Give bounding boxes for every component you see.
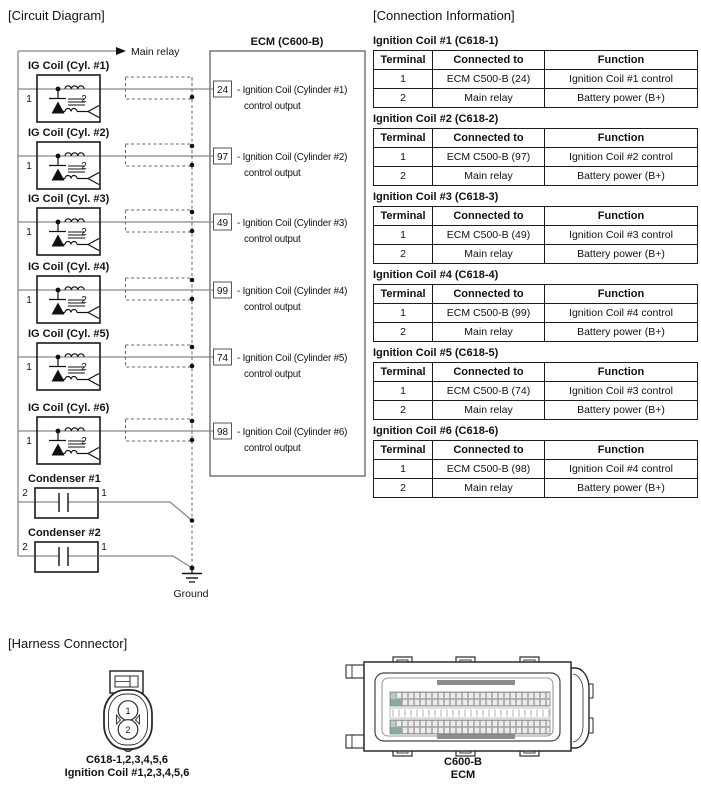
- terminal-2-label: 2: [81, 94, 87, 105]
- pin-grid-lower: [390, 720, 550, 734]
- terminal-2-label: 2: [22, 488, 28, 499]
- main-relay-label: Main relay: [131, 46, 180, 58]
- ecm-pin-desc-line1: - Ignition Coil (Cylinder #5): [237, 353, 348, 364]
- connection-table-block-5: [373, 347, 697, 420]
- col-header-function: Function: [545, 441, 698, 460]
- cell-terminal: 2: [374, 323, 433, 342]
- coil-row-6: [18, 402, 347, 464]
- cell-connected-to: ECM C500-B (24): [433, 70, 545, 89]
- connection-table: [373, 50, 698, 108]
- condenser-box: [18, 542, 98, 572]
- cell-function: Battery power (B+): [545, 245, 698, 264]
- junction-dot: [190, 518, 195, 523]
- connection-table-block-6: [373, 425, 697, 498]
- ground-symbol: [182, 566, 202, 582]
- cell-function: Ignition Coil #3 control: [545, 226, 698, 245]
- cell-connected-to: Main relay: [433, 323, 545, 342]
- connection-section-title: [Connection Information]: [373, 8, 515, 23]
- terminal-2-label: 2: [81, 227, 87, 238]
- ecm-pin-desc-line1: - Ignition Coil (Cylinder #4): [237, 286, 348, 297]
- ig-coil-box: [37, 208, 100, 255]
- c618-caption-line1: C618-1,2,3,4,5,6: [86, 754, 168, 766]
- cell-terminal: 1: [374, 304, 433, 323]
- terminal-1-label: 1: [101, 542, 107, 553]
- circuit-diagram: [0, 0, 370, 615]
- coil-row-5: [18, 328, 347, 390]
- ecm-pin-desc-line2: control output: [244, 101, 301, 112]
- condenser-ground-wire: [98, 556, 192, 568]
- ecm-pin-desc-line2: control output: [244, 168, 301, 179]
- cell-terminal: 1: [374, 148, 433, 167]
- cell-terminal: 1: [374, 70, 433, 89]
- circuit-section-title: [Circuit Diagram]: [8, 8, 105, 23]
- junction-dot: [190, 364, 195, 369]
- connection-table-block-3: [373, 191, 697, 264]
- connection-table-block-4: [373, 269, 697, 342]
- col-header-connected-to: Connected to: [433, 207, 545, 226]
- col-header-terminal: Terminal: [374, 285, 433, 304]
- junction-dot: [190, 297, 195, 302]
- lock-lever: [571, 668, 593, 748]
- terminal-1-label: 1: [26, 161, 32, 172]
- condenser-label: Condenser #2: [28, 527, 101, 539]
- ground-label: Ground: [173, 588, 209, 600]
- condenser-row-2: [18, 527, 192, 572]
- table-row: [374, 226, 698, 245]
- terminal-1-label: 1: [26, 362, 32, 373]
- ecm-pin-desc-line1: - Ignition Coil (Cylinder #3): [237, 218, 348, 229]
- col-header-function: Function: [545, 363, 698, 382]
- cell-connected-to: ECM C500-B (97): [433, 148, 545, 167]
- junction-dot: [190, 278, 195, 283]
- harness-section-title: [Harness Connector]: [8, 636, 128, 651]
- table-row: [374, 89, 698, 108]
- pin-grid-upper: [390, 692, 550, 706]
- connection-table: [373, 440, 698, 498]
- ecm-pin-number: 24: [216, 85, 229, 96]
- cell-terminal: 2: [374, 167, 433, 186]
- cell-connected-to: Main relay: [433, 89, 545, 108]
- cell-terminal: 2: [374, 245, 433, 264]
- cell-function: Ignition Coil #2 control: [545, 148, 698, 167]
- shield-box: [126, 210, 193, 232]
- table-title: Ignition Coil #5 (C618-5): [373, 347, 499, 359]
- c600-ecm-connector-drawing: [340, 650, 605, 762]
- terminal-1-label: 1: [26, 295, 32, 306]
- connection-table: [373, 128, 698, 186]
- col-header-terminal: Terminal: [374, 363, 433, 382]
- coil-label: IG Coil (Cyl. #1): [28, 60, 110, 72]
- table-row: [374, 70, 698, 89]
- ecm-pin-number: 49: [216, 218, 229, 229]
- condenser-box: [18, 488, 98, 518]
- pin-divider-row: [390, 708, 550, 718]
- terminal-1-label: 1: [26, 227, 32, 238]
- c600-caption-line2: ECM: [450, 769, 476, 781]
- col-header-connected-to: Connected to: [433, 129, 545, 148]
- cell-connected-to: ECM C500-B (49): [433, 226, 545, 245]
- terminal-2-label: 2: [81, 436, 87, 447]
- terminal-1-label: 1: [26, 436, 32, 447]
- table-row: [374, 148, 698, 167]
- condenser-label: Condenser #1: [28, 473, 101, 485]
- ig-coil-box: [37, 142, 100, 189]
- ecm-pin-desc-line2: control output: [244, 234, 301, 245]
- table-title: Ignition Coil #2 (C618-2): [373, 113, 499, 125]
- coil-row-2: [18, 127, 347, 189]
- col-header-connected-to: Connected to: [433, 285, 545, 304]
- col-header-terminal: Terminal: [374, 207, 433, 226]
- main-relay-arrow-icon: [116, 47, 126, 55]
- terminal-2-label: 2: [81, 161, 87, 172]
- coil-label: IG Coil (Cyl. #3): [28, 193, 110, 205]
- cell-function: Battery power (B+): [545, 323, 698, 342]
- cell-function: Battery power (B+): [545, 167, 698, 186]
- condenser-ground-wire: [98, 502, 192, 521]
- table-row: [374, 382, 698, 401]
- ecm-box: [210, 51, 365, 476]
- cell-connected-to: ECM C500-B (74): [433, 382, 545, 401]
- cell-terminal: 1: [374, 382, 433, 401]
- junction-dot: [190, 163, 195, 168]
- coil-label: IG Coil (Cyl. #4): [28, 261, 110, 273]
- seal-bar-bottom: [437, 734, 515, 739]
- coil-label: IG Coil (Cyl. #2): [28, 127, 110, 139]
- col-header-function: Function: [545, 207, 698, 226]
- cell-function: Battery power (B+): [545, 479, 698, 498]
- table-row: [374, 304, 698, 323]
- connection-table: [373, 284, 698, 342]
- table-row: [374, 479, 698, 498]
- terminal-1-label: 1: [26, 94, 32, 105]
- cell-terminal: 1: [374, 460, 433, 479]
- cell-connected-to: Main relay: [433, 401, 545, 420]
- shield-box: [126, 144, 193, 166]
- cell-function: Ignition Coil #1 control: [545, 70, 698, 89]
- shield-box: [126, 345, 193, 367]
- connection-table: [373, 362, 698, 420]
- c618-connector-drawing: [95, 663, 165, 755]
- cell-terminal: 2: [374, 479, 433, 498]
- coil-row-1: [18, 60, 347, 122]
- col-header-terminal: Terminal: [374, 441, 433, 460]
- ecm-pin-desc-line1: - Ignition Coil (Cylinder #1): [237, 85, 348, 96]
- c600-caption-line1: C600-B: [444, 756, 482, 768]
- pin-1-number: 1: [125, 706, 131, 716]
- ecm-pin-desc-line1: - Ignition Coil (Cylinder #2): [237, 152, 348, 163]
- junction-dot: [190, 210, 195, 215]
- cell-function: Battery power (B+): [545, 89, 698, 108]
- side-pins-left: [346, 665, 364, 748]
- ecm-pin-desc-line2: control output: [244, 443, 301, 454]
- col-header-connected-to: Connected to: [433, 441, 545, 460]
- col-header-connected-to: Connected to: [433, 363, 545, 382]
- ecm-pin-number: 97: [216, 152, 229, 163]
- pin-2-number: 2: [125, 725, 131, 735]
- table-row: [374, 460, 698, 479]
- ecm-pin-number: 99: [216, 286, 229, 297]
- junction-dot: [190, 95, 195, 100]
- terminal-2-label: 2: [81, 295, 87, 306]
- cell-connected-to: Main relay: [433, 479, 545, 498]
- cell-function: Ignition Coil #4 control: [545, 304, 698, 323]
- junction-dot: [190, 419, 195, 424]
- coil-label: IG Coil (Cyl. #6): [28, 402, 110, 414]
- ig-coil-box: [37, 75, 100, 122]
- table-title: Ignition Coil #4 (C618-4): [373, 269, 499, 281]
- coil-row-4: [18, 261, 347, 323]
- ig-coil-box: [37, 343, 100, 390]
- connection-table: [373, 206, 698, 264]
- table-row: [374, 245, 698, 264]
- cell-connected-to: ECM C500-B (98): [433, 460, 545, 479]
- ecm-pin-desc-line2: control output: [244, 369, 301, 380]
- cell-terminal: 1: [374, 226, 433, 245]
- cell-connected-to: Main relay: [433, 167, 545, 186]
- shield-box: [126, 419, 193, 441]
- seal-bar-top: [437, 680, 515, 685]
- table-title: Ignition Coil #1 (C618-1): [373, 35, 499, 47]
- col-header-connected-to: Connected to: [433, 51, 545, 70]
- connection-info-panel: [373, 8, 697, 498]
- condenser-row-1: [18, 473, 194, 523]
- terminal-2-label: 2: [22, 542, 28, 553]
- ig-coil-box: [37, 276, 100, 323]
- ecm-pin-desc-line1: - Ignition Coil (Cylinder #6): [237, 427, 348, 438]
- ecm-title: ECM (C600-B): [250, 36, 324, 48]
- cell-function: Ignition Coil #4 control: [545, 460, 698, 479]
- table-row: [374, 323, 698, 342]
- shield-box: [126, 278, 193, 300]
- cell-connected-to: ECM C500-B (99): [433, 304, 545, 323]
- connection-table-block-2: [373, 113, 697, 186]
- junction-dot: [190, 345, 195, 350]
- col-header-terminal: Terminal: [374, 129, 433, 148]
- connection-table-block-1: [373, 35, 697, 108]
- shield-box: [126, 77, 193, 99]
- col-header-function: Function: [545, 129, 698, 148]
- table-row: [374, 167, 698, 186]
- ecm-pin-number: 74: [216, 353, 229, 364]
- col-header-terminal: Terminal: [374, 51, 433, 70]
- junction-dot: [190, 229, 195, 234]
- ecm-pin-number: 98: [216, 427, 229, 438]
- c618-caption: [27, 754, 227, 780]
- cell-connected-to: Main relay: [433, 245, 545, 264]
- ig-coil-box: [37, 417, 100, 464]
- terminal-2-label: 2: [81, 362, 87, 373]
- c618-caption-line2: Ignition Coil #1,2,3,4,5,6: [64, 767, 190, 779]
- coil-row-3: [18, 193, 347, 255]
- table-title: Ignition Coil #3 (C618-3): [373, 191, 499, 203]
- cell-function: Ignition Coil #3 control: [545, 382, 698, 401]
- col-header-function: Function: [545, 285, 698, 304]
- cell-terminal: 2: [374, 401, 433, 420]
- ecm-pin-desc-line2: control output: [244, 302, 301, 313]
- coil-label: IG Coil (Cyl. #5): [28, 328, 110, 340]
- cell-function: Battery power (B+): [545, 401, 698, 420]
- cell-terminal: 2: [374, 89, 433, 108]
- table-row: [374, 401, 698, 420]
- col-header-function: Function: [545, 51, 698, 70]
- table-title: Ignition Coil #6 (C618-6): [373, 425, 499, 437]
- c600-caption: [363, 756, 563, 782]
- junction-dot: [190, 144, 195, 149]
- junction-dot: [190, 438, 195, 443]
- terminal-1-label: 1: [101, 488, 107, 499]
